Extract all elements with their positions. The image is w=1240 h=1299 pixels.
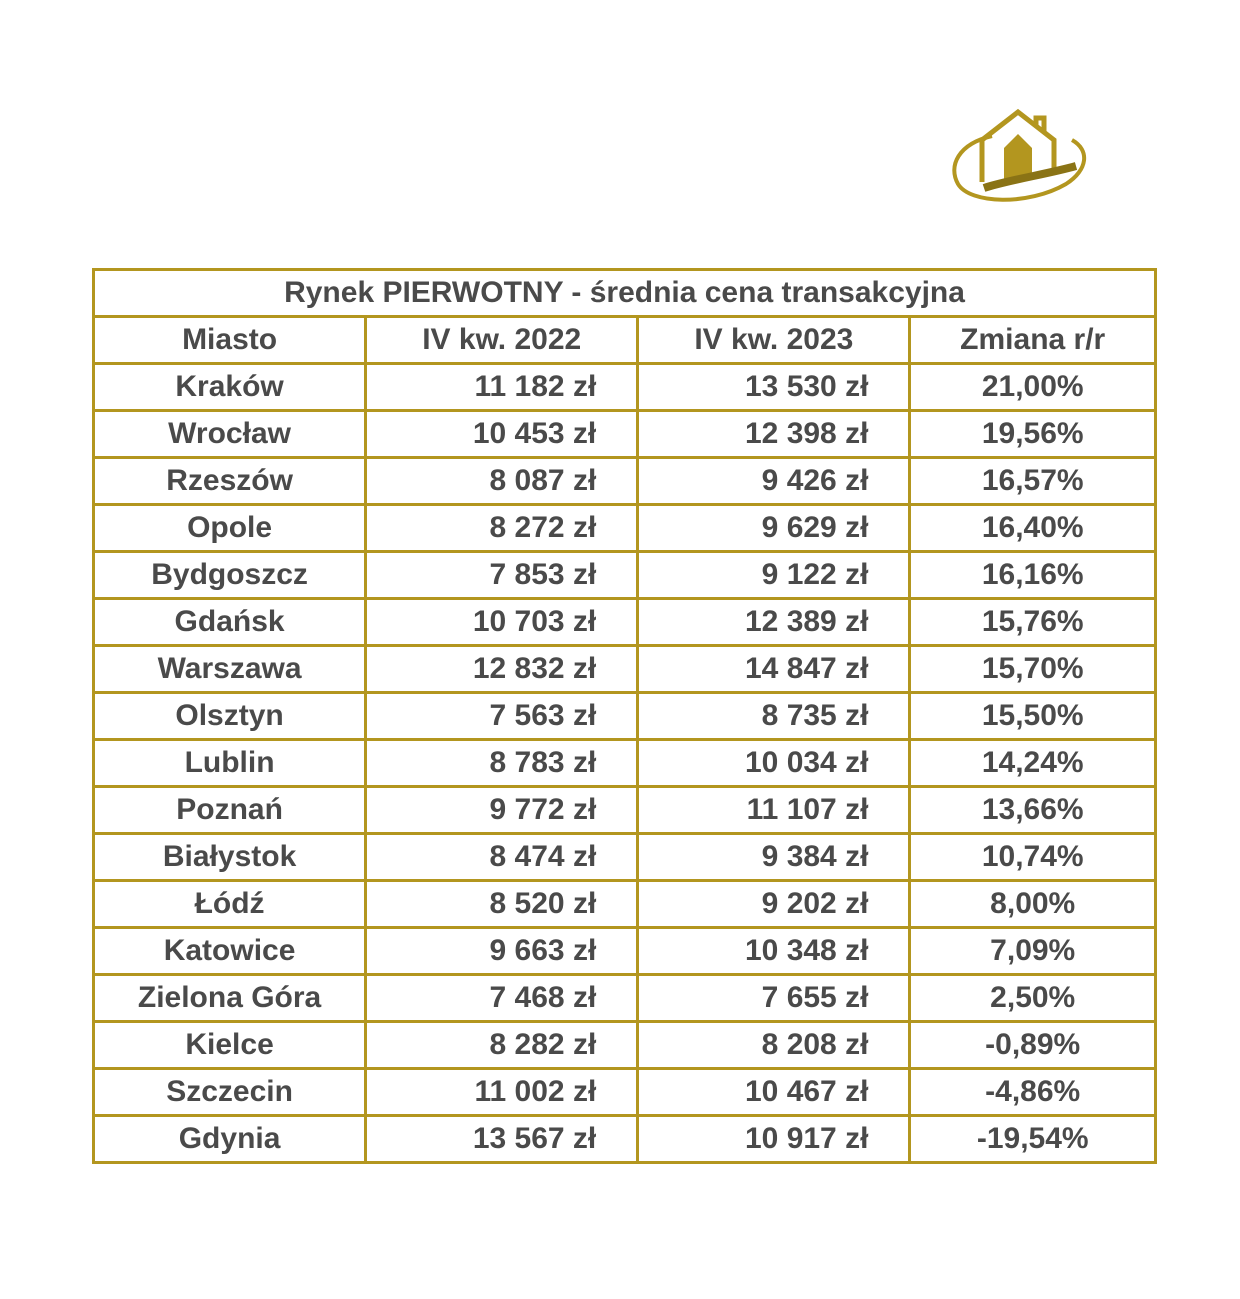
- city-cell: Katowice: [94, 928, 366, 975]
- change-cell: 10,74%: [910, 834, 1156, 881]
- price-2022-cell: 9 663 zł: [366, 928, 638, 975]
- change-cell: 16,16%: [910, 552, 1156, 599]
- price-2023-cell: 14 847 zł: [638, 646, 910, 693]
- change-cell: 16,57%: [910, 458, 1156, 505]
- city-cell: Warszawa: [94, 646, 366, 693]
- table-title: Rynek PIERWOTNY - średnia cena transakcyjna: [94, 270, 1156, 317]
- price-2023-cell: 12 389 zł: [638, 599, 910, 646]
- change-cell: -19,54%: [910, 1116, 1156, 1163]
- table-row: [94, 1069, 1156, 1116]
- change-cell: -4,86%: [910, 1069, 1156, 1116]
- table-row: [94, 646, 1156, 693]
- city-cell: Białystok: [94, 834, 366, 881]
- change-cell: 15,70%: [910, 646, 1156, 693]
- table-row: [94, 834, 1156, 881]
- city-cell: Kielce: [94, 1022, 366, 1069]
- table-row: [94, 928, 1156, 975]
- change-cell: 19,56%: [910, 411, 1156, 458]
- price-2023-cell: 9 122 zł: [638, 552, 910, 599]
- city-cell: Rzeszów: [94, 458, 366, 505]
- city-cell: Kraków: [94, 364, 366, 411]
- change-cell: -0,89%: [910, 1022, 1156, 1069]
- price-2022-cell: 7 563 zł: [366, 693, 638, 740]
- price-2023-cell: 7 655 zł: [638, 975, 910, 1022]
- price-2022-cell: 11 002 zł: [366, 1069, 638, 1116]
- price-2022-cell: 8 474 zł: [366, 834, 638, 881]
- table-row: [94, 1116, 1156, 1163]
- change-cell: 13,66%: [910, 787, 1156, 834]
- price-2022-cell: 8 783 zł: [366, 740, 638, 787]
- table-row: [94, 458, 1156, 505]
- table-row: [94, 881, 1156, 928]
- city-cell: Poznań: [94, 787, 366, 834]
- table-row: [94, 552, 1156, 599]
- city-cell: Wrocław: [94, 411, 366, 458]
- price-2023-cell: 10 917 zł: [638, 1116, 910, 1163]
- price-2022-cell: 7 468 zł: [366, 975, 638, 1022]
- city-cell: Łódź: [94, 881, 366, 928]
- city-cell: Bydgoszcz: [94, 552, 366, 599]
- price-2022-cell: 13 567 zł: [366, 1116, 638, 1163]
- price-2022-cell: 10 453 zł: [366, 411, 638, 458]
- house-logo-icon: [948, 104, 1088, 208]
- city-cell: Zielona Góra: [94, 975, 366, 1022]
- table-row: [94, 599, 1156, 646]
- change-cell: 8,00%: [910, 881, 1156, 928]
- price-2023-cell: 8 208 zł: [638, 1022, 910, 1069]
- change-cell: 15,76%: [910, 599, 1156, 646]
- price-2023-cell: 12 398 zł: [638, 411, 910, 458]
- table-row: [94, 1022, 1156, 1069]
- price-2023-cell: 9 629 zł: [638, 505, 910, 552]
- price-2023-cell: 10 348 zł: [638, 928, 910, 975]
- header-2023: IV kw. 2023: [638, 317, 910, 364]
- table-row: [94, 787, 1156, 834]
- city-cell: Gdynia: [94, 1116, 366, 1163]
- header-city: Miasto: [94, 317, 366, 364]
- price-2022-cell: 8 087 zł: [366, 458, 638, 505]
- table-row: [94, 505, 1156, 552]
- price-2023-cell: 10 034 zł: [638, 740, 910, 787]
- price-2022-cell: 8 520 zł: [366, 881, 638, 928]
- price-2022-cell: 12 832 zł: [366, 646, 638, 693]
- change-cell: 14,24%: [910, 740, 1156, 787]
- price-2023-cell: 13 530 zł: [638, 364, 910, 411]
- city-cell: Opole: [94, 505, 366, 552]
- city-cell: Olsztyn: [94, 693, 366, 740]
- city-cell: Lublin: [94, 740, 366, 787]
- price-2023-cell: 11 107 zł: [638, 787, 910, 834]
- table-row: [94, 364, 1156, 411]
- price-2023-cell: 8 735 zł: [638, 693, 910, 740]
- table-row: [94, 740, 1156, 787]
- price-2022-cell: 10 703 zł: [366, 599, 638, 646]
- price-2022-cell: 7 853 zł: [366, 552, 638, 599]
- price-2022-cell: 8 272 zł: [366, 505, 638, 552]
- change-cell: 15,50%: [910, 693, 1156, 740]
- price-2022-cell: 8 282 zł: [366, 1022, 638, 1069]
- change-cell: 21,00%: [910, 364, 1156, 411]
- header-change: Zmiana r/r: [910, 317, 1156, 364]
- table-row: [94, 411, 1156, 458]
- table-row: [94, 693, 1156, 740]
- price-2023-cell: 10 467 zł: [638, 1069, 910, 1116]
- change-cell: 16,40%: [910, 505, 1156, 552]
- header-2022: IV kw. 2022: [366, 317, 638, 364]
- price-2022-cell: 9 772 zł: [366, 787, 638, 834]
- table-header-row: [94, 317, 1156, 364]
- change-cell: 2,50%: [910, 975, 1156, 1022]
- table-body: [94, 364, 1156, 1163]
- table-title-row: [94, 270, 1156, 317]
- table-row: [94, 975, 1156, 1022]
- city-cell: Szczecin: [94, 1069, 366, 1116]
- change-cell: 7,09%: [910, 928, 1156, 975]
- price-2023-cell: 9 202 zł: [638, 881, 910, 928]
- city-cell: Gdańsk: [94, 599, 366, 646]
- price-2023-cell: 9 384 zł: [638, 834, 910, 881]
- price-table: [92, 268, 1157, 1164]
- price-2023-cell: 9 426 zł: [638, 458, 910, 505]
- price-2022-cell: 11 182 zł: [366, 364, 638, 411]
